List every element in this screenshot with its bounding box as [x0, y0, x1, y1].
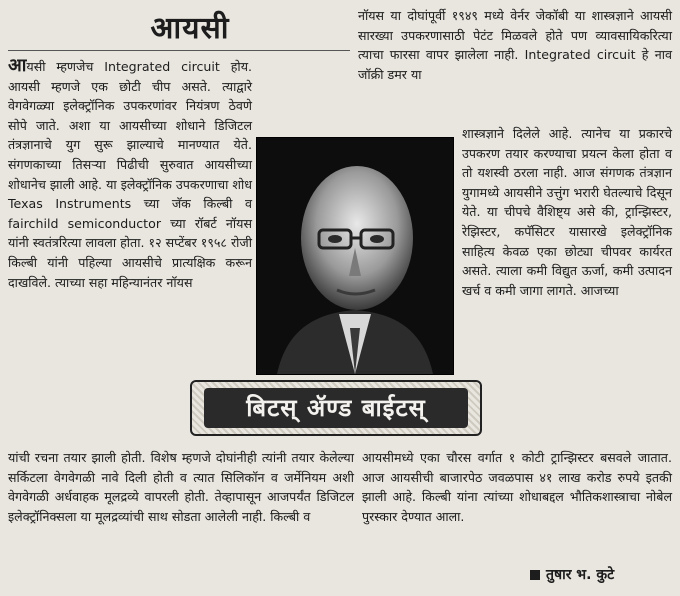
left-column-top	[8, 56, 252, 292]
right-column-mid	[462, 124, 672, 300]
right-column-top	[358, 6, 672, 84]
author-name: तुषार भ. कुटे	[546, 567, 615, 583]
bottom-left-text: यांची रचना तयार झाली होती. विशेष म्हणजे दोघांनीही त्यांनी तयार केलेल्या सर्किटला वेगवेगळी नावे दिली होती व त्यात सिलिकॉन व जर्मेनियम अशी वेगवेगळी अर्धवाहक मूलद्रव्ये वापरली होती. तेव्हापासून आजपर्यंत डिजिटल इलेक्ट्रॉनिक्सला या मूलद्रव्यांची साथ सोडता आलेली नाही. किल्बी व	[8, 450, 354, 524]
banner-title: बिटस् ॲण्ड बाईटस्	[204, 388, 468, 428]
column-banner	[190, 380, 482, 436]
left-column-bottom	[8, 448, 354, 526]
title-divider	[8, 50, 350, 51]
bottom-right-text: आयसीमध्ये एका चौरस वर्गात १ कोटी ट्रान्झिस्टर बसवले जातात. आज आयसीची बाजारपेठ जवळपास ४१ लाख करोड रुपये इतकी झाली आहे. किल्बी यांना त्यांच्या शोधाबद्दल भौतिकशास्त्राचा नोबेल पुरस्कार देण्यात आला.	[362, 450, 672, 524]
article-title: आयसी	[150, 11, 230, 46]
byline	[530, 565, 614, 584]
portrait-photo	[256, 137, 454, 375]
right-column-bottom	[362, 448, 672, 526]
square-bullet-icon	[530, 570, 540, 580]
drop-cap: आ	[8, 55, 27, 76]
left-top-text: यसी म्हणजेच Integrated circuit होय. आयसी म्हणजे एक छोटी चीप असते. त्याद्वारे वेगवेगळ्या इलेक्ट्रॉनिक उपकरणांवर नियंत्रण ठेवणे सोपे जाते. अशा या आयसीच्या शोधाने डिजिटल तंत्रज्ञानाचे युग सुरू झाल्याचे मानण्यात येते. संगणकाच्या तिसऱ्या पिढीची सुरुवात आयसीच्या शोधानेच झाली आहे. या इलेक्ट्रॉनिक उपकरणाचा शोध Texas Instruments च्या जॅक किल्बी व fairchild semiconductor च्या रॉबर्ट नॉयस यांनी स्वतंत्ररित्या लावला होता. १२ सप्टेंबर १९५८ रोजी किल्बी यांनी पहिल्या आयसीचे प्रात्यक्षिक करून दाखविले. त्याच्या सहा महिन्यानंतर नॉयस	[8, 59, 252, 290]
right-top-text: नॉयस या दोघांपूर्वी १९४९ मध्ये वेर्नर जेकॉबी या शास्त्रज्ञाने आयसी सारख्या उपकरणासाठी पेटंट मिळवले होते पण व्यावसायिकरित्या त्याचा फारसा वापर झालेला नाही. Integrated circuit हे नाव जॉक्री डमर या	[358, 8, 672, 82]
portrait-illustration	[257, 138, 453, 374]
right-mid-text: शास्त्रज्ञाने दिलेले आहे. त्यानेच या प्रकारचे उपकरण तयार करण्याचा प्रयत्न केला होता व तो यशस्वी ठरला नाही. आज संगणक तंत्रज्ञान युगामध्ये आयसीने उत्तुंग भरारी घेतल्याचे दिसून येते. या चीपचे वैशिष्ट्य असे की, ट्रान्झिस्टर, रेझिस्टर, कपॅसिटर यासारखे इलेक्ट्रॉनिक साहित्य केवळ एका छोट्या चीपवर कार्यरत असते. त्याला कमी विद्युत ऊर्जा, कमी उत्पादन खर्च व कमी जागा लागते. आजच्या	[462, 126, 672, 298]
